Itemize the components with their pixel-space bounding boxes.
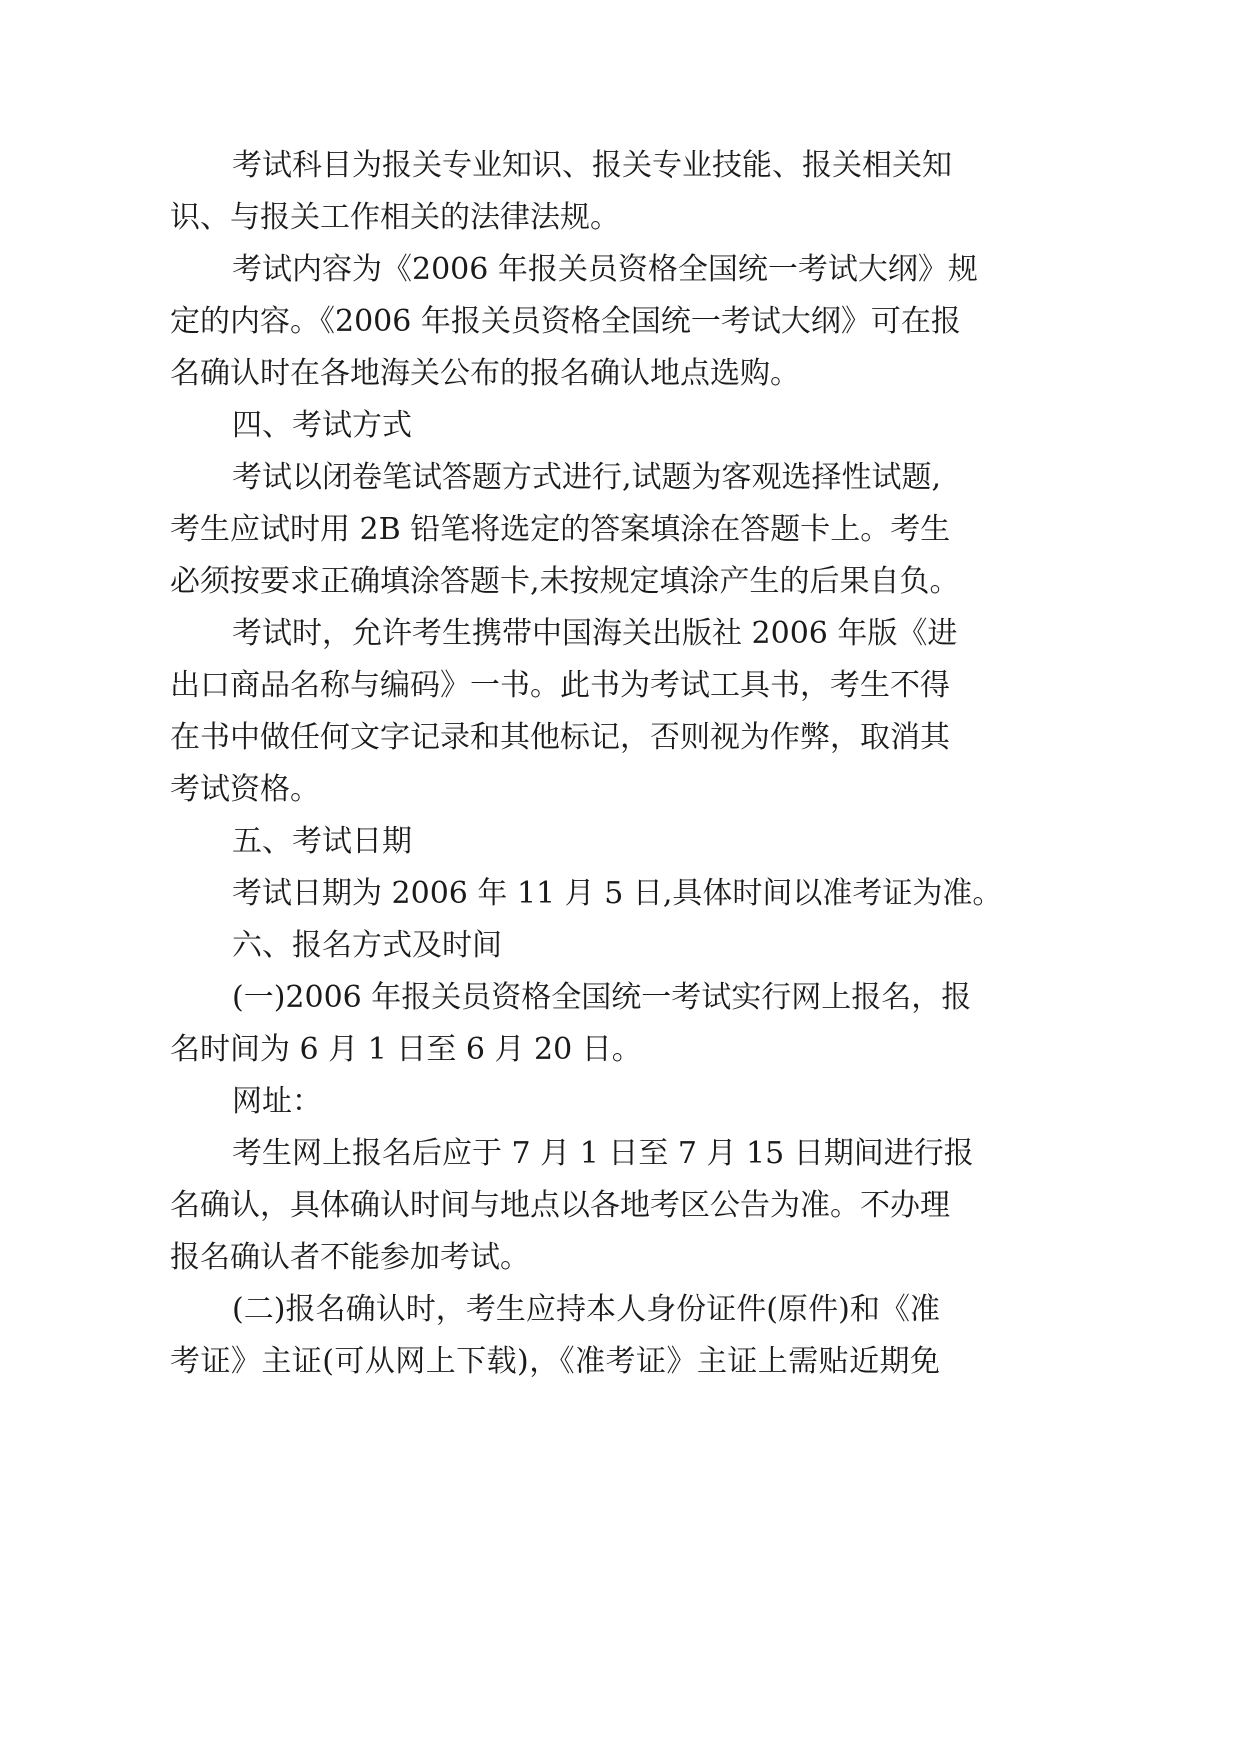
paragraph-line: 报名确认者不能参加考试。: [170, 1240, 530, 1275]
paragraph-line: 名确认时在各地海关公布的报名确认地点选购。: [170, 356, 800, 391]
section-heading: 六、报名方式及时间: [232, 928, 502, 963]
paragraph-line: 考试资格。: [170, 772, 320, 807]
paragraph-line: 名时间为 6 月 1 日至 6 月 20 日。: [170, 1032, 642, 1067]
paragraph-line: 考试时，允许考生携带中国海关出版社 2006 年版《进: [232, 616, 958, 651]
section-heading: 四、考试方式: [232, 408, 412, 443]
paragraph-line: 定的内容。《2006 年报关员资格全国统一考试大纲》可在报: [170, 304, 961, 339]
paragraph-line: 出口商品名称与编码》一书。此书为考试工具书，考生不得: [170, 668, 950, 703]
paragraph-line: (一)2006 年报关员资格全国统一考试实行网上报名，报: [232, 980, 972, 1015]
section-heading: 五、考试日期: [232, 824, 412, 859]
paragraph-line: 在书中做任何文字记录和其他标记，否则视为作弊，取消其: [170, 720, 950, 755]
paragraph-line: 考证》主证(可从网上下载)，《准考证》主证上需贴近期免: [170, 1344, 940, 1379]
paragraph-line: 考生应试时用 2B 铅笔将选定的答案填涂在答题卡上。考生: [170, 512, 951, 547]
paragraph-line: 考试科目为报关专业知识、报关专业技能、报关相关知: [232, 148, 952, 183]
paragraph-line: 考试以闭卷笔试答题方式进行,试题为客观选择性试题,: [232, 460, 942, 495]
paragraph-line: 必须按要求正确填涂答题卡,未按规定填涂产生的后果自负。: [170, 564, 960, 599]
paragraph-line: 考试日期为 2006 年 11 月 5 日,具体时间以准考证为准。: [232, 876, 1003, 911]
paragraph-line: (二)报名确认时，考生应持本人身份证件(原件)和《准: [232, 1292, 940, 1327]
paragraph-line: 考生网上报名后应于 7 月 1 日至 7 月 15 日期间进行报: [232, 1136, 974, 1171]
paragraph-line: 名确认，具体确认时间与地点以各地考区公告为准。不办理: [170, 1188, 950, 1223]
paragraph-line: 考试内容为《2006 年报关员资格全国统一考试大纲》规: [232, 252, 978, 287]
website-label: 网址：: [232, 1084, 322, 1119]
paragraph-line: 识、与报关工作相关的法律法规。: [170, 200, 620, 235]
